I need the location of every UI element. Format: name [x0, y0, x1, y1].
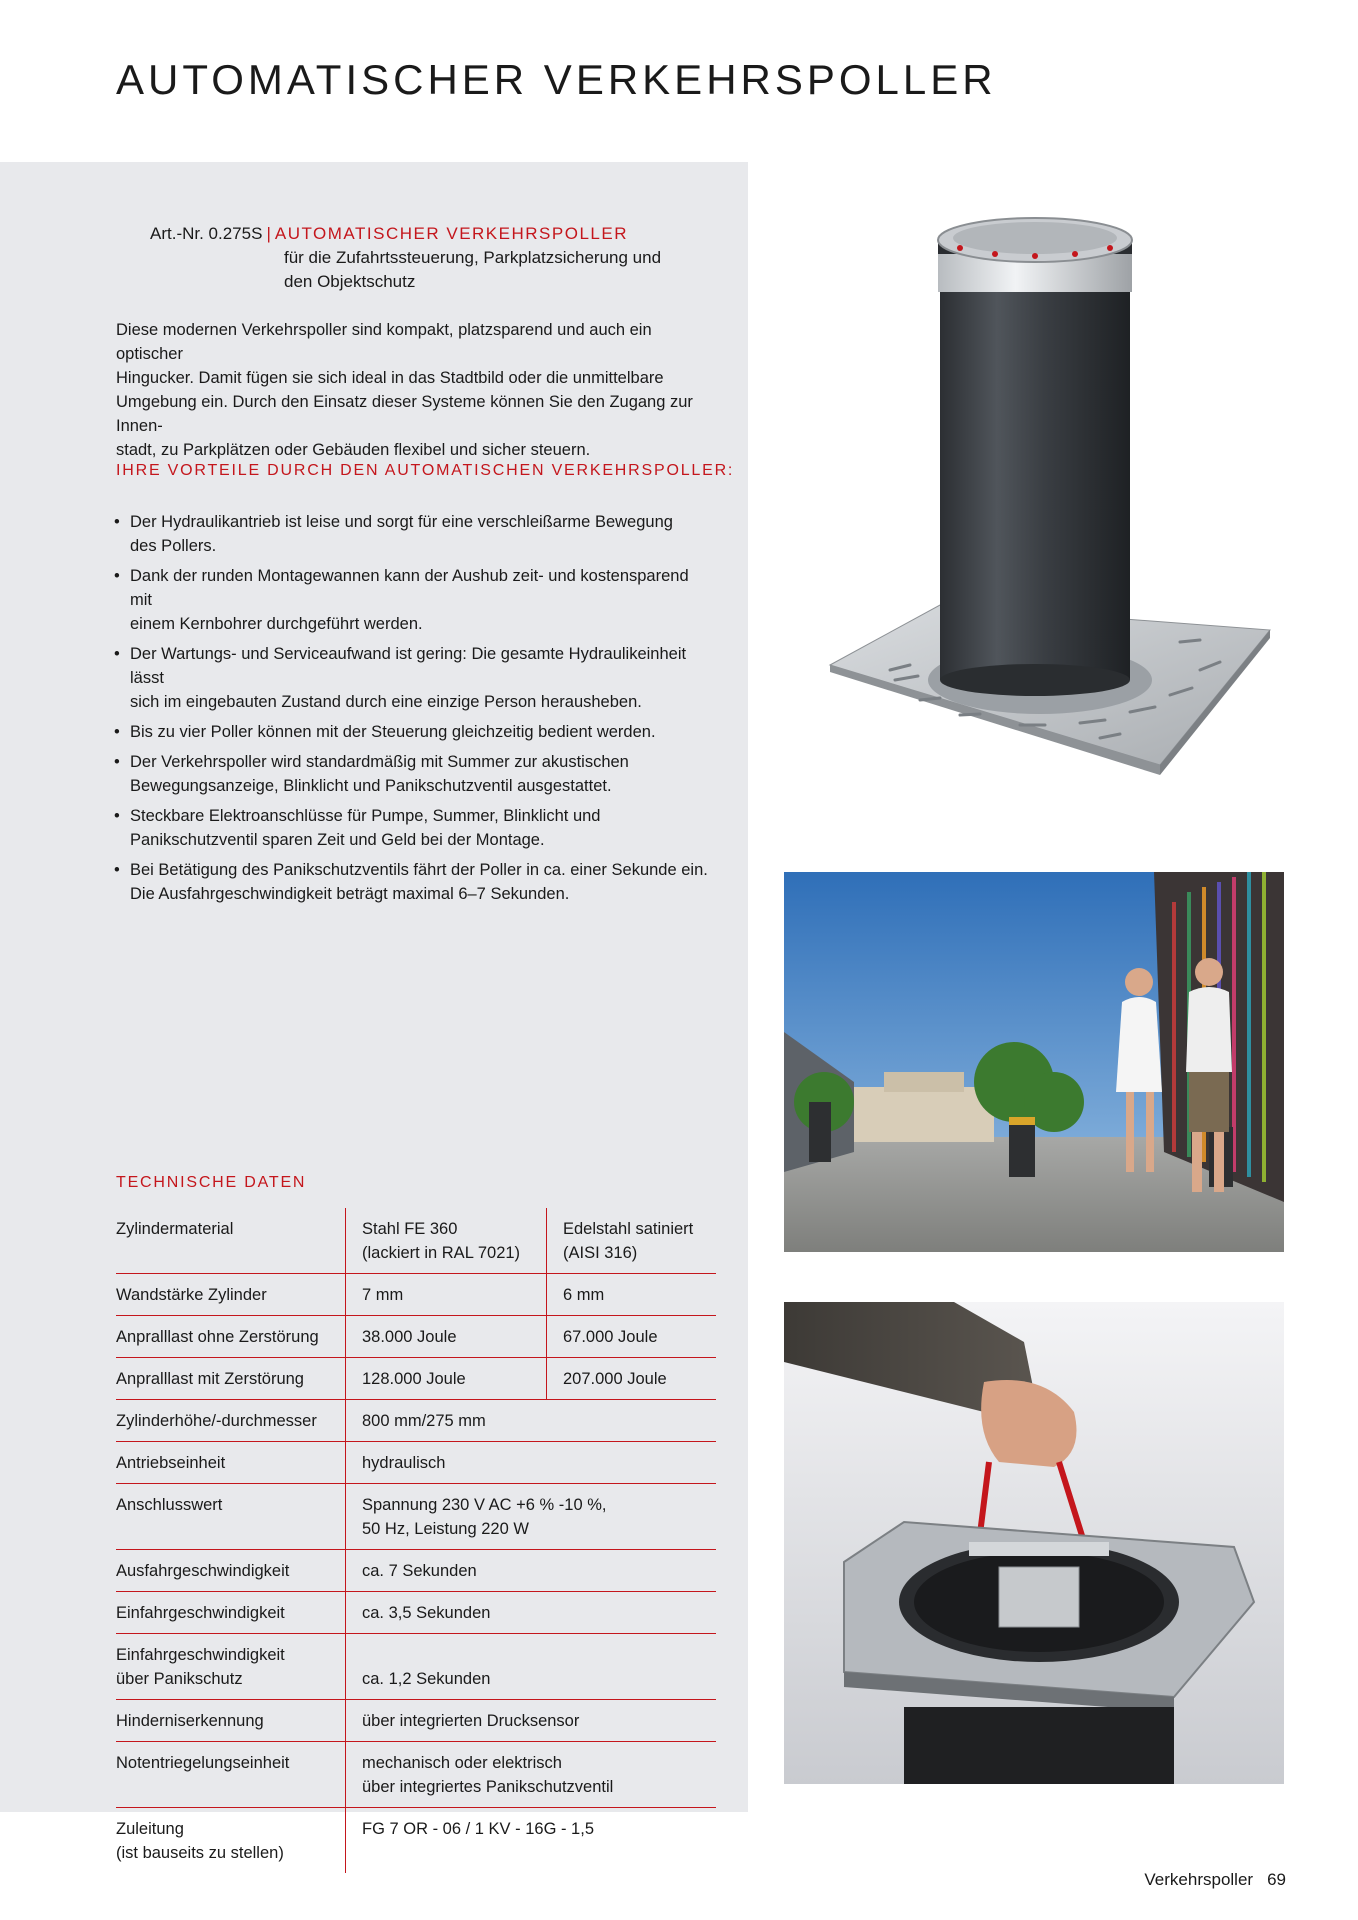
- row-value-line: Spannung 230 V AC +6 % -10 %,: [362, 1496, 607, 1514]
- row-label-line: Einfahrgeschwindigkeit: [116, 1646, 285, 1664]
- list-item-line: sich im eingebauten Zustand durch eine einzige Person herausheben.: [130, 693, 642, 711]
- table-row: [116, 1316, 716, 1358]
- table-row: [116, 1208, 716, 1274]
- tech-data-table: [116, 1208, 716, 1873]
- list-item: [112, 750, 712, 798]
- bullet-icon: •: [114, 723, 120, 741]
- row-value: 800 mm/275 mm: [362, 1412, 486, 1430]
- row-value: hydraulisch: [362, 1454, 446, 1472]
- row-label-line: Zuleitung: [116, 1820, 184, 1838]
- bollard-illustration: [800, 210, 1300, 810]
- row-label: Anschlusswert: [116, 1484, 346, 1549]
- row-value-alt: 6 mm: [546, 1274, 716, 1315]
- list-item: [112, 858, 712, 906]
- article-header: [150, 222, 662, 291]
- hydraulic-unit-illustration: [784, 1302, 1284, 1784]
- advantages-heading: IHRE VORTEILE DURCH DEN AUTOMATISCHEN VERKEHRSPOLLER:: [116, 462, 735, 479]
- page-number: 69: [1267, 1870, 1286, 1889]
- row-label: Notentriegelungseinheit: [116, 1742, 346, 1807]
- table-row: [116, 1550, 716, 1592]
- list-item-line: Panikschutzventil sparen Zeit und Geld bei der Montage.: [130, 831, 545, 849]
- list-item: [112, 510, 712, 558]
- list-item-line: Dank der runden Montagewannen kann der Aushub zeit- und kostensparend mit: [130, 567, 689, 609]
- list-item-line: Der Wartungs- und Serviceaufwand ist gering: Die gesamte Hydraulikeinheit lässt: [130, 645, 687, 687]
- intro-line: Umgebung ein. Durch den Einsatz dieser Systeme können Sie den Zugang zur Innen-: [116, 393, 693, 435]
- row-value: 38.000 Joule: [362, 1328, 457, 1346]
- row-label: Zylindermaterial: [116, 1208, 346, 1273]
- table-row: [116, 1358, 716, 1400]
- row-value-line: (AISI 316): [563, 1244, 638, 1262]
- row-label: Anpralllast mit Zerstörung: [116, 1358, 346, 1399]
- row-value-line: Stahl FE 360: [362, 1220, 458, 1238]
- intro-line: Hingucker. Damit fügen sie sich ideal in das Stadtbild oder die unmittelbare: [116, 369, 664, 387]
- list-item: [112, 642, 712, 714]
- row-label: Hinderniserkennung: [116, 1700, 346, 1741]
- list-item-line: Der Verkehrspoller wird standardmäßig mit Summer zur akustischen: [130, 753, 629, 771]
- row-value: ca. 3,5 Sekunden: [362, 1604, 491, 1622]
- bullet-icon: •: [114, 567, 120, 585]
- row-label: Einfahrgeschwindigkeit: [116, 1592, 346, 1633]
- row-label: Zylinderhöhe/-durchmesser: [116, 1400, 346, 1441]
- table-row: [116, 1484, 716, 1550]
- row-label: Anpralllast ohne Zerstörung: [116, 1316, 346, 1357]
- bullet-icon: •: [114, 513, 120, 531]
- row-value: [346, 1484, 716, 1549]
- page-title: AUTOMATISCHER VERKEHRSPOLLER: [116, 56, 997, 103]
- list-item-line: Bis zu vier Poller können mit der Steuerung gleichzeitig bedient werden.: [130, 723, 656, 741]
- intro-line: Diese modernen Verkehrspoller sind kompakt, platzsparend und auch ein optischer: [116, 321, 652, 363]
- row-value: ca. 7 Sekunden: [362, 1562, 477, 1580]
- table-row: [116, 1742, 716, 1808]
- bullet-icon: •: [114, 645, 120, 663]
- tech-data-heading: TECHNISCHE DATEN: [116, 1174, 307, 1191]
- list-item-line: Steckbare Elektroanschlüsse für Pumpe, Summer, Blinklicht und: [130, 807, 601, 825]
- row-value-line: über integriertes Panikschutzventil: [362, 1778, 614, 1796]
- row-label: Antriebseinheit: [116, 1442, 346, 1483]
- article-title: AUTOMATISCHER VERKEHRSPOLLER: [274, 224, 628, 243]
- list-item: [112, 720, 712, 744]
- row-value-line: (lackiert in RAL 7021): [362, 1244, 521, 1262]
- page-footer: [1144, 1870, 1286, 1890]
- table-row: [116, 1274, 716, 1316]
- hydraulic-unit-image: [784, 1302, 1284, 1784]
- table-row: [116, 1400, 716, 1442]
- row-value-line: mechanisch oder elektrisch: [362, 1754, 562, 1772]
- intro-line: stadt, zu Parkplätzen oder Gebäuden flexibel und sicher steuern.: [116, 441, 591, 459]
- table-row: [116, 1442, 716, 1484]
- list-item-line: einem Kernbohrer durchgeführt werden.: [130, 615, 423, 633]
- street-scene-image: [784, 872, 1284, 1252]
- row-value: [346, 1742, 716, 1807]
- list-item: [112, 804, 712, 852]
- footer-section: Verkehrspoller: [1144, 1870, 1254, 1889]
- row-value: 128.000 Joule: [362, 1370, 466, 1388]
- intro-paragraph: [116, 318, 716, 462]
- list-item-line: Die Ausfahrgeschwindigkeit beträgt maximal 6–7 Sekunden.: [130, 885, 570, 903]
- row-label: [116, 1634, 346, 1699]
- row-value: 7 mm: [362, 1286, 404, 1304]
- article-subtitle-line: für die Zufahrtssteuerung, Parkplatzsicherung und: [284, 248, 662, 267]
- article-separator: |: [266, 224, 271, 243]
- table-row: [116, 1592, 716, 1634]
- row-label: Ausfahrgeschwindigkeit: [116, 1550, 346, 1591]
- row-value: über integrierten Drucksensor: [362, 1712, 580, 1730]
- advantages-list: [112, 510, 712, 912]
- bollard-product-image: [800, 210, 1300, 810]
- table-row: [116, 1700, 716, 1742]
- bullet-icon: •: [114, 861, 120, 879]
- row-label: Wandstärke Zylinder: [116, 1274, 346, 1315]
- row-value-alt: 207.000 Joule: [546, 1358, 716, 1399]
- article-subtitle-line: den Objektschutz: [284, 272, 416, 291]
- row-value: [346, 1634, 716, 1699]
- row-label-line: (ist bauseits zu stellen): [116, 1844, 284, 1862]
- row-value: FG 7 OR - 06 / 1 KV - 16G - 1,5: [362, 1820, 594, 1838]
- bullet-icon: •: [114, 753, 120, 771]
- list-item: [112, 564, 712, 636]
- row-value-line: Edelstahl satiniert: [563, 1220, 694, 1238]
- row-value-line: 50 Hz, Leistung 220 W: [362, 1520, 529, 1538]
- list-item-line: des Pollers.: [130, 537, 217, 555]
- list-item-line: Der Hydraulikantrieb ist leise und sorgt für eine verschleißarme Bewegung: [130, 513, 673, 531]
- row-label: [116, 1808, 346, 1873]
- table-row: [116, 1808, 716, 1873]
- table-row: [116, 1634, 716, 1700]
- list-item-line: Bewegungsanzeige, Blinklicht und Panikschutzventil ausgestattet.: [130, 777, 612, 795]
- row-value-line: ca. 1,2 Sekunden: [362, 1670, 491, 1688]
- row-label-line: über Panikschutz: [116, 1670, 243, 1688]
- article-subtitle: [284, 246, 704, 294]
- row-value-alt: [546, 1208, 716, 1273]
- street-scene-illustration: [784, 872, 1284, 1252]
- article-number: Art.-Nr. 0.275S: [150, 224, 263, 243]
- row-value-alt: 67.000 Joule: [546, 1316, 716, 1357]
- bullet-icon: •: [114, 807, 120, 825]
- list-item-line: Bei Betätigung des Panikschutzventils fährt der Poller in ca. einer Sekunde ein.: [130, 861, 708, 879]
- row-value: [346, 1208, 546, 1273]
